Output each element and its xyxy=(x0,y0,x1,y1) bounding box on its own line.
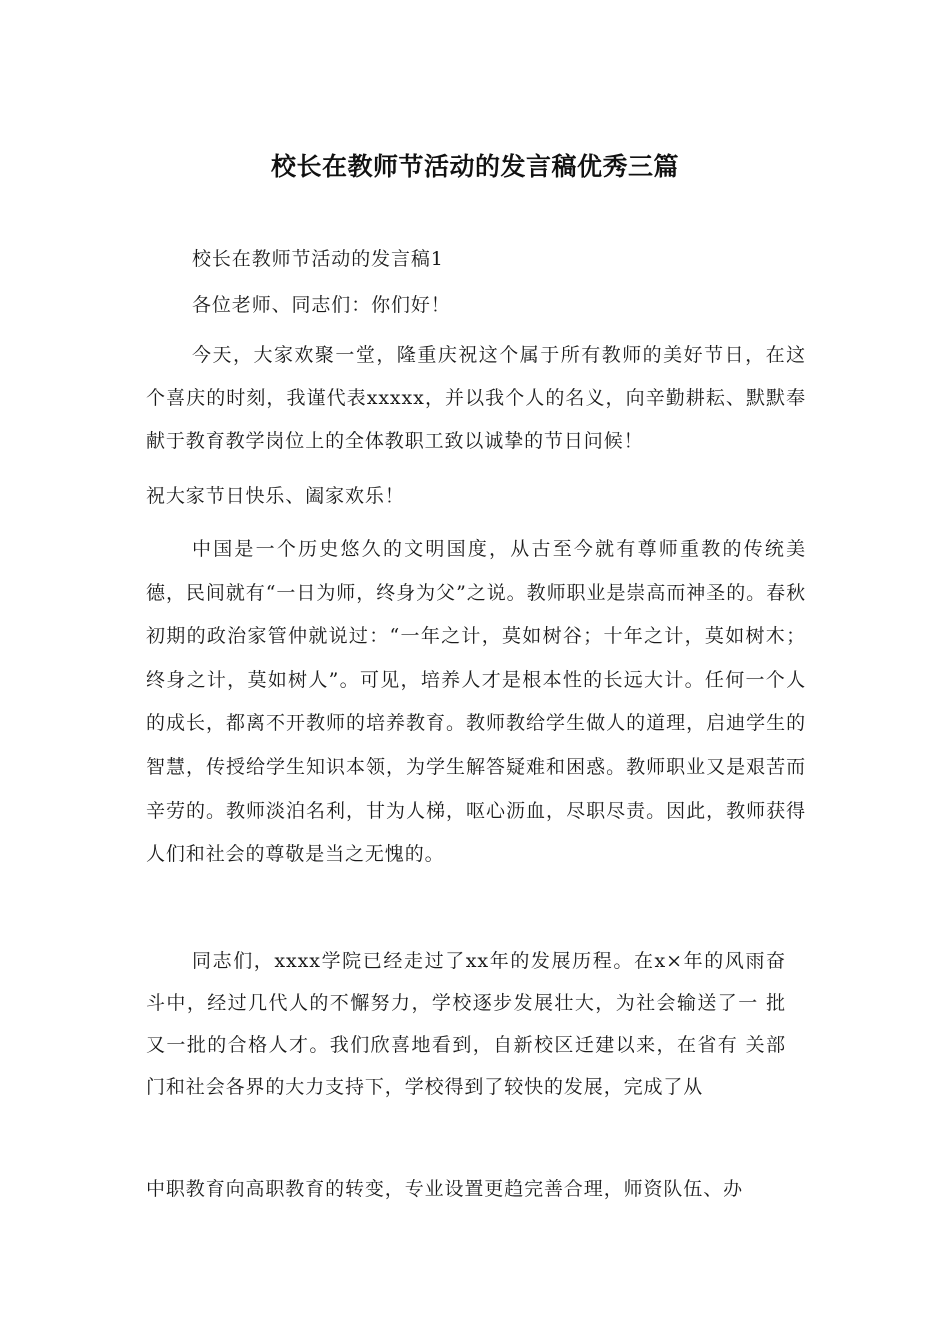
paragraph-wishes: 祝大家节日快乐、阖家欢乐！ xyxy=(146,485,405,507)
document-title: 校长在教师节活动的发言稿优秀三篇 xyxy=(270,152,679,181)
paragraph-continuation: 中职教育向高职教育的转变，专业设置更趋完善合理，师资队伍、办 xyxy=(146,1178,744,1200)
greeting: 各位老师、同志们：你们好！ xyxy=(192,294,451,316)
paragraph-opening: 今天，大家欢聚一堂，隆重庆祝这个属于所有教师的美好节日，在这个喜庆的时刻，我谨代表xxxxx，并以我个人的名义，向辛勤耕耘、默默奉献于教育教学岗位上的全体教职工致以诚挚的节日问候！ xyxy=(146,344,806,452)
paragraph-tradition: 中国是一个历史悠久的文明国度，从古至今就有尊师重教的传统美德，民间就有“一日为师，终身为父”之说。教师职业是崇高而神圣的。春秋初期的政治家管仲就说过：“一年之计，莫如树谷；十年之计，莫如树木；终身之计，莫如树人”。可见，培养人才是根本性的长远大计。任何一个人的成长，都离不开教师的培养教育。教师教给学生做人的道理，启迪学生的智慧，传授给学生知识本领，为学生解答疑难和困惑。教师职业又是艰苦而辛劳的。教师淡泊名利，甘为人梯，呕心沥血，尽职尽责。因此，教师获得人们和社会的尊敬是当之无愧的。 xyxy=(146,538,806,866)
document-subtitle: 校长在教师节活动的发言稿1 xyxy=(192,248,444,270)
paragraph-history: 同志们，xxxx学院已经走过了xx年的发展历程。在x×年的风雨奋 斗中，经过几代人的不懈努力，学校逐步发展壮大，为社会输送了一 批又一批的合格人才。我们欣喜地看到，自新校区迁建以来，在省有 关部门和社会各界的大力支持下，学校得到了较快的发展，完成了从 xyxy=(146,950,786,1098)
